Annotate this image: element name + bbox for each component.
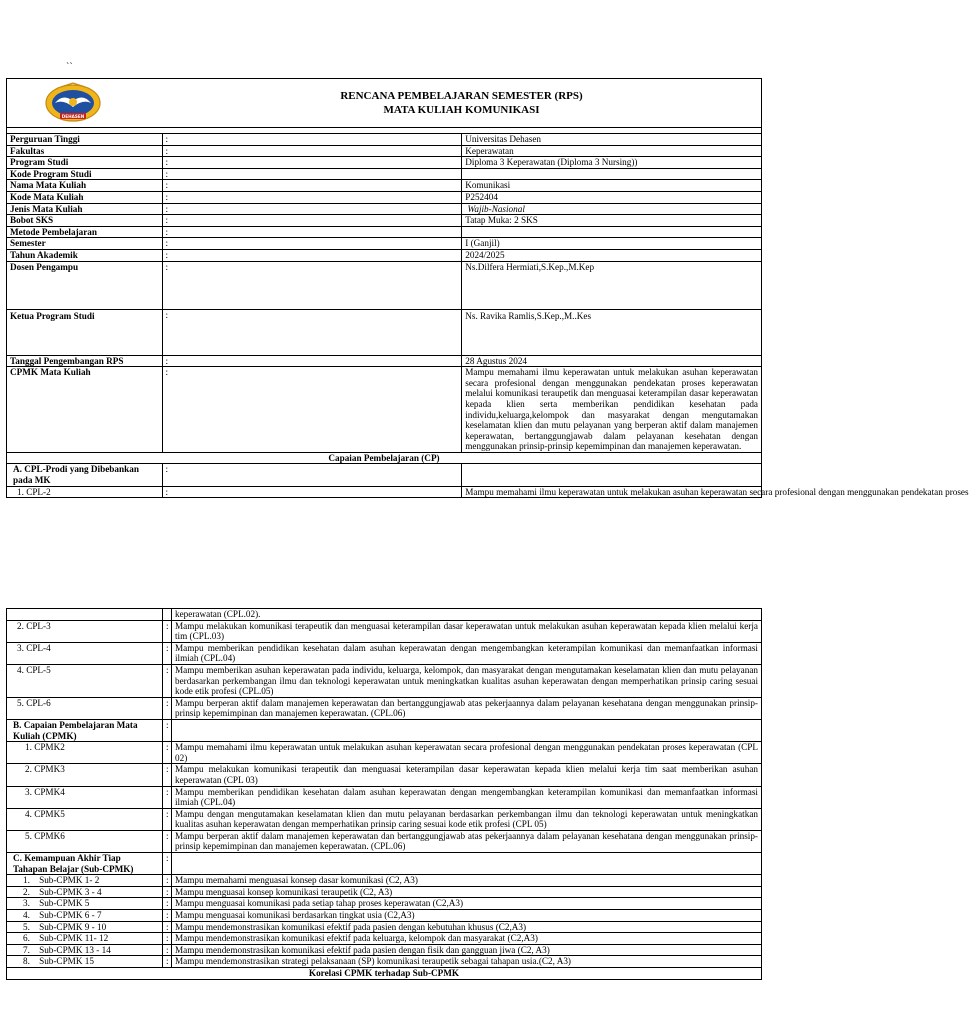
rps-table-page-2 [6,608,762,980]
section-b-row [7,719,762,741]
colon: : [163,898,172,910]
section-c-row [7,853,762,875]
sub-cpmk-value: Mampu menguasai konsep komunikasi teraupetik (C2, A3) [172,886,762,898]
info-row [7,309,762,355]
info-value: Ns.Dilfera Hermiati,S.Kep.,M.Kep [462,261,762,309]
cpmk-value: Mampu dengan mengutamakan keselamatan klien dan mutu pelayanan berdasarkan perkembangan ilmu dan teknologi keperawatan untuk meningkatkan kualitas asuhan keperawatan dengan memperhatikan prinsip caring sesuai kode etik profesi (CPL 05) [172,808,762,830]
sub-cpmk-label: 8. Sub-CPMK 15 [7,956,163,968]
colon: : [162,238,462,250]
info-value [462,226,762,238]
title-line-1: RENCANA PEMBELAJARAN SEMESTER (RPS) [340,90,583,102]
cpl-value: Mampu memahami ilmu keperawatan untuk melakukan asuhan keperawatan secara profesional dengan menggunakan pendekatan proses [462,486,762,498]
cpl-label: 5. CPL-6 [7,697,163,719]
colon: : [162,355,462,367]
colon: : [162,191,462,203]
sub-cpmk-label: 1. Sub-CPMK 1- 2 [7,875,163,887]
colon: : [163,956,172,968]
logo-cell [7,79,163,128]
info-label: Nama Mata Kuliah [7,180,163,192]
cpl-label: 2. CPL-3 [7,620,163,642]
info-label: Ketua Program Studi [7,309,163,355]
sub-cpmk-row [7,933,762,945]
cpl-row [7,642,762,664]
cpl-row [7,697,762,719]
colon: : [163,886,172,898]
info-value: 2024/2025 [462,249,762,261]
colon: : [162,203,462,215]
cp-heading: Capaian Pembelajaran (CP) [7,452,762,464]
info-label: Perguruan Tinggi [7,134,163,146]
info-value: Komunikasi [462,180,762,192]
info-row [7,226,762,238]
title-cell [162,79,762,128]
sub-cpmk-row [7,898,762,910]
info-value: Universitas Dehasen [462,134,762,146]
section-b-value [172,719,762,741]
colon: : [162,249,462,261]
cpl-row [7,620,762,642]
colon: : [163,944,172,956]
cpl-continuation: keperawatan (CPL.02). [172,609,762,621]
title-line-2: MATA KULIAH KOMUNIKASI [383,104,540,116]
cp-heading-row [7,452,762,464]
colon: : [163,664,172,697]
info-label: Metode Pembelajaran [7,226,163,238]
cpmk-row [7,786,762,808]
colon: : [162,226,462,238]
colon: : [163,808,172,830]
cpmk-value: Mampu berperan aktif dalam manajemen keperawatan dan bertanggungjawab atas pekerjaannya dalam pelayanan kesehatana dengan menggunakan prinsip-prinsip kepemimpinan dan manajemen keperawatan. (CPL.06) [172,830,762,852]
info-value: I (Ganjil) [462,238,762,250]
info-row [7,355,762,367]
colon: : [162,168,462,180]
sub-cpmk-label: 4. Sub-CPMK 6 - 7 [7,910,163,922]
cpl-row [7,664,762,697]
colon: : [163,933,172,945]
cpmk-row [7,808,762,830]
section-a-value [462,464,762,486]
colon: : [163,853,172,875]
colon: : [162,180,462,192]
section-c-label: C. Kemampuan Akhir Tiap Tahapan Belajar (Sub-CPMK) [7,853,163,875]
colon: : [163,742,172,764]
sub-cpmk-row [7,921,762,933]
colon: : [163,830,172,852]
section-a-label: A. CPL-Prodi yang Dibebankan pada MK [7,464,163,486]
sub-cpmk-row [7,956,762,968]
info-value: P252404 [462,191,762,203]
colon: : [162,215,462,227]
info-label: Program Studi [7,157,163,169]
cpl-label: 1. CPL-2 [7,486,163,498]
info-row [7,168,762,180]
sub-cpmk-value: Mampu mendemonstrasikan komunikasi efektif pada pasien dengan fisik dan gangguan jiwa (C2, A3) [172,944,762,956]
colon: : [162,157,462,169]
sub-cpmk-row [7,910,762,922]
colon: : [162,464,462,486]
info-row [7,367,762,453]
cpmk-row [7,764,762,786]
top-mark: `` [66,62,73,73]
cpl-continuation-row [7,609,762,621]
info-label: Fakultas [7,145,163,157]
colon: : [163,921,172,933]
cpmk-label: 1. CPMK2 [7,742,163,764]
info-value: Mampu memahami ilmu keperawatan untuk melakukan asuhan keperawatan secara profesional dengan menggunakan pendekatan proses keperawatan melalui komunikasi teraupetik dan menguasai keterampilan dasar keperawatan kepada klien serta memberikan pendidikan kesehatan pada individu,keluarga,kelompok dan masyarakat dengan mengutamakan keselamatan klien dan mutu pelayanan yang berperan aktif dalam manajemen keperawatan, bertanggungjawab dalam pelayanan kesehatan dengan menggunakan prinsip-prinsip kepemimpinan dan manajemen keperawatan. [462,367,762,453]
sub-cpmk-value: Mampu menguasai komunikasi berdasarkan tingkat usia (C2,A3) [172,910,762,922]
rps-table-page-1 [6,78,969,498]
colon: : [162,261,462,309]
cpl-label: 3. CPL-4 [7,642,163,664]
sub-cpmk-value: Mampu mendemonstrasikan komunikasi efektif pada pasien dengan kebutuhan khusus (C2,A3) [172,921,762,933]
info-row [7,238,762,250]
colon: : [162,486,462,498]
empty-colon [163,609,172,621]
korelasi-heading-row [7,968,762,980]
colon: : [163,697,172,719]
document-title [165,89,758,117]
sub-cpmk-label: 7. Sub-CPMK 13 - 14 [7,944,163,956]
info-row [7,134,762,146]
cpmk-label: 5. CPMK6 [7,830,163,852]
cpl-row [7,486,762,498]
cpmk-label: 3. CPMK4 [7,786,163,808]
korelasi-heading: Korelasi CPMK terhadap Sub-CPMK [7,968,762,980]
university-logo-icon [43,81,103,127]
empty-label [7,609,163,621]
cpmk-row [7,830,762,852]
info-row [7,215,762,227]
sub-cpmk-value: Mampu mendemonstrasikan komunikasi efektif pada keluarga, kelompok dan masyarakat (C2,A3) [172,933,762,945]
sub-cpmk-value: Mampu memahami menguasai konsep dasar komunikasi (C2, A3) [172,875,762,887]
info-label: Bobot SKS [7,215,163,227]
colon: : [163,875,172,887]
header-row [7,79,762,128]
section-b-label: B. Capaian Pembelajaran Mata Kuliah (CPMK) [7,719,163,741]
sub-cpmk-label: 3. Sub-CPMK 5 [7,898,163,910]
colon: : [163,910,172,922]
info-row [7,203,762,215]
colon: : [163,719,172,741]
cpmk-value: Mampu melakukan komunikasi terapeutik dan menguasai keterampilan dasar keperawatan kepada klien melalui kerja tim saat memberikan asuhan keperawatan (CPL 03) [172,764,762,786]
sub-cpmk-value: Mampu menguasai komunikasi pada setiap tahap proses keperawatan (C2,A3) [172,898,762,910]
cpl-value: Mampu memberikan asuhan keperawatan pada individu, keluarga, kelompok, dan masyarakat dengan mengutamakan keselamatan klien dan mutu pelayanan berdasarkan perkembangan ilmu dan teknologi keperawatan untuk meningkatkan kualitas asuhan keperawatan dengan memperhatikan prinsip caring sesuai kode etik profesi (CPL.05) [172,664,762,697]
info-row [7,157,762,169]
info-row [7,261,762,309]
info-label: CPMK Mata Kuliah [7,367,163,453]
colon: : [162,134,462,146]
info-label: Kode Mata Kuliah [7,191,163,203]
sub-cpmk-label: 6. Sub-CPMK 11- 12 [7,933,163,945]
colon: : [163,764,172,786]
sub-cpmk-value: Mampu mendemonstrasikan strategi pelaksanaan (SP) komunikasi teraupetik sebagai tahapan usia.(C2, A3) [172,956,762,968]
section-c-value [172,853,762,875]
sub-cpmk-row [7,944,762,956]
info-row [7,145,762,157]
cpmk-value: Mampu memahami ilmu keperawatan untuk melakukan asuhan keperawatan secara profesional dengan menggunakan pendekatan proses keperawatan (CPL 02) [172,742,762,764]
info-label: Jenis Mata Kuliah [7,203,163,215]
sub-cpmk-row [7,886,762,898]
info-row [7,180,762,192]
svg-text:DEHASEN: DEHASEN [61,113,85,119]
info-label: Tahun Akademik [7,249,163,261]
info-value: Keperawatan [462,145,762,157]
colon: : [162,145,462,157]
info-value: Tatap Muka: 2 SKS [462,215,762,227]
info-value: Ns. Ravika Ramlis,S.Kep.,M..Kes [462,309,762,355]
cpmk-label: 4. CPMK5 [7,808,163,830]
info-value: 28 Agustus 2024 [462,355,762,367]
colon: : [163,620,172,642]
colon: : [162,367,462,453]
colon: : [163,786,172,808]
info-label: Kode Program Studi [7,168,163,180]
info-label: Dosen Pengampu [7,261,163,309]
cpmk-row [7,742,762,764]
sub-cpmk-label: 5. Sub-CPMK 9 - 10 [7,921,163,933]
cpl-value: Mampu memberikan pendidikan kesehatan dalam asuhan keperawatan dengan mengembangkan keterampilan komunikasi dan memanfaatkan informasi ilmiah (CPL.04) [172,642,762,664]
cpl-label: 4. CPL-5 [7,664,163,697]
cpmk-value: Mampu memberikan pendidikan kesehatan dalam asuhan keperawatan dengan mengembangkan keterampilan komunikasi dan memanfaatkan informasi ilmiah (CPL.04) [172,786,762,808]
info-value [462,168,762,180]
info-label: Semester [7,238,163,250]
cpmk-label: 2. CPMK3 [7,764,163,786]
info-label: Tanggal Pengembangan RPS [7,355,163,367]
info-row [7,249,762,261]
info-row [7,191,762,203]
info-value: Diploma 3 Keperawatan (Diploma 3 Nursing)) [462,157,762,169]
colon: : [163,642,172,664]
section-a-row [7,464,762,486]
sub-cpmk-row [7,875,762,887]
cpl-value: Mampu melakukan komunikasi terapeutik dan menguasai keterampilan dasar keperawatan untuk melakukan asuhan keperawatan kepada klien melalui kerja tim (CPL.03) [172,620,762,642]
info-value: Wajib-Nasional [462,203,762,215]
cpl-value: Mampu berperan aktif dalam manajemen keperawatan dan bertanggungjawab atas pekerjaannya dalam pelayanan kesehatana dengan menggunakan prinsip-prinsip kepemimpinan dan manajemen keperawatan. (CPL.06) [172,697,762,719]
sub-cpmk-label: 2. Sub-CPMK 3 - 4 [7,886,163,898]
colon: : [162,309,462,355]
